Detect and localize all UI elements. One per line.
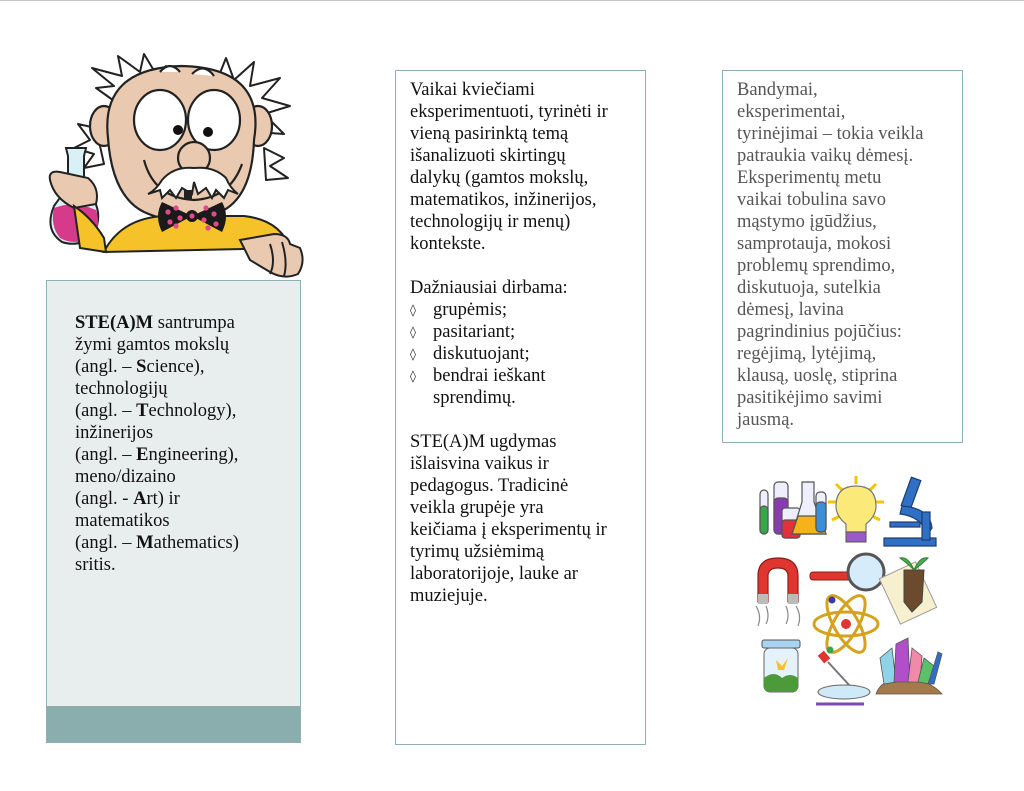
- intro-paragraph: [410, 79, 642, 255]
- petri-dish-dropper-icon: [816, 651, 870, 704]
- line-text: (angl. –: [75, 533, 137, 553]
- acronym-letter: T: [136, 401, 149, 421]
- steam-definition-text: [75, 312, 297, 576]
- acronym-letter: S: [136, 357, 147, 377]
- definition-line: [75, 510, 297, 532]
- paragraph-gap: [410, 409, 642, 431]
- list-item-text: bendrai ieškant: [433, 366, 546, 386]
- acronym-letter: A: [133, 489, 147, 509]
- text-line: mąstymo įgūdžius,: [737, 212, 877, 232]
- definition-line: [75, 400, 297, 422]
- line-text: (angl. -: [75, 489, 134, 509]
- missing-tooth: [184, 190, 192, 200]
- line-text: echnology),: [148, 401, 237, 421]
- list-item: [410, 321, 642, 343]
- definition-line: [75, 378, 297, 400]
- text-line: keičiama į eksperimentų ir: [410, 520, 607, 540]
- text-line: išlaisvina vaikus ir: [410, 454, 549, 474]
- text-line: diskutuoja, sutelkia: [737, 278, 881, 298]
- activities-panel: [395, 70, 646, 745]
- text-line: technologijų ir menų): [410, 212, 571, 232]
- text-line: Eksperimentų metu: [737, 168, 882, 188]
- text-line: muziejuje.: [410, 586, 488, 606]
- atom-icon: [814, 590, 878, 657]
- definition-line: [75, 554, 297, 576]
- text-line: patraukia vaikų dėmesį.: [737, 146, 914, 166]
- line-text: matematikos: [75, 511, 170, 531]
- text-line: samprotauja, mokosi: [737, 234, 892, 254]
- diamond-bullet-icon: ◊: [410, 369, 416, 383]
- line-text: athematics): [153, 533, 239, 553]
- outro-paragraph: [410, 431, 642, 607]
- text-line: laboratorijoje, lauke ar: [410, 564, 578, 584]
- magnet-icon: [756, 558, 800, 626]
- acronym-letter: E: [136, 445, 149, 465]
- text-line: Bandymai,: [737, 80, 818, 100]
- list-item-text: diskutuojant;: [433, 344, 530, 364]
- activities-text: [410, 79, 642, 607]
- text-line: pedagogus. Tradicinė: [410, 476, 569, 496]
- text-line: eksperimentai,: [737, 102, 846, 122]
- list-item-text: pasitariant;: [433, 322, 516, 342]
- diamond-bullet-icon: ◊: [410, 303, 416, 317]
- text-line: vaikai tobulina savo: [737, 190, 886, 210]
- scientist-illustration: [44, 48, 306, 282]
- list-item: [410, 343, 642, 365]
- definition-line: [75, 312, 297, 334]
- text-line: matematikos, inžinerijos,: [410, 190, 597, 210]
- steam-definition-panel: [46, 280, 301, 743]
- text-line: tyrinėjimai – tokia veikla: [737, 124, 924, 144]
- butterfly-jar-icon: [762, 640, 800, 692]
- text-line: eksperimentuoti, tyrinėti ir: [410, 102, 608, 122]
- line-text: cience),: [146, 357, 205, 377]
- definition-line: [75, 444, 297, 466]
- science-icons-illustration: [752, 472, 948, 710]
- text-line: išanalizuoti skirtingų: [410, 146, 566, 166]
- hand-right: [240, 234, 303, 277]
- paragraph-gap: [410, 255, 642, 277]
- lab-glassware-icon: [760, 482, 826, 538]
- steam-acronym: STE(A)M: [75, 313, 154, 333]
- panel-footer-band: [47, 706, 300, 742]
- line-text: ngineering),: [148, 445, 239, 465]
- definition-line: [75, 532, 297, 554]
- crystals-icon: [876, 638, 942, 694]
- text-line: STE(A)M ugdymas: [410, 432, 557, 452]
- work-methods-list: [410, 299, 642, 409]
- line-text: žymi gamtos mokslų: [75, 335, 230, 355]
- line-text: santrumpa: [153, 313, 235, 333]
- plant-seedling-icon: [879, 558, 936, 624]
- text-line: tyrimų užsiėmimą: [410, 542, 545, 562]
- line-text: sritis.: [75, 555, 116, 575]
- list-item: [410, 365, 642, 409]
- diamond-bullet-icon: ◊: [410, 347, 416, 361]
- definition-line: [75, 334, 297, 356]
- text-line: regėjimą, lytėjimą,: [737, 344, 877, 364]
- text-line: problemų sprendimo,: [737, 256, 896, 276]
- acronym-letter: M: [136, 533, 154, 553]
- definition-line: [75, 422, 297, 444]
- magnifying-glass-icon: [810, 554, 884, 590]
- text-line: dalykų (gamtos mokslų,: [410, 168, 589, 188]
- line-text: (angl. –: [75, 357, 137, 377]
- line-text: (angl. –: [75, 445, 137, 465]
- text-line: dėmesį, lavina: [737, 300, 844, 320]
- list-item-text: sprendimų.: [433, 388, 516, 408]
- list-heading: Dažniausiai dirbama:: [410, 278, 568, 298]
- text-line: jausmą.: [737, 410, 795, 430]
- microscope-icon: [884, 477, 936, 546]
- diamond-bullet-icon: ◊: [410, 325, 416, 339]
- text-line: vieną pasirinktą temą: [410, 124, 569, 144]
- line-text: meno/dizaino: [75, 467, 176, 487]
- line-text: inžinerijos: [75, 423, 154, 443]
- line-text: rt) ir: [146, 489, 180, 509]
- definition-line: [75, 466, 297, 488]
- line-text: (angl. –: [75, 401, 137, 421]
- benefits-text: [737, 79, 961, 431]
- page-top-border: [0, 0, 1024, 1]
- definition-line: [75, 356, 297, 378]
- text-line: pasitikėjimo savimi: [737, 388, 883, 408]
- text-line: kontekste.: [410, 234, 486, 254]
- text-line: pagrindinius pojūčius:: [737, 322, 902, 342]
- text-line: Vaikai kviečiami: [410, 80, 535, 100]
- list-item-text: grupėmis;: [433, 300, 507, 320]
- experiments-benefits-panel: [722, 70, 963, 443]
- text-line: klausą, uoslę, stiprina: [737, 366, 898, 386]
- definition-line: [75, 488, 297, 510]
- text-line: veikla grupėje yra: [410, 498, 544, 518]
- line-text: technologijų: [75, 379, 168, 399]
- list-item: [410, 299, 642, 321]
- light-bulb-icon: [828, 476, 884, 542]
